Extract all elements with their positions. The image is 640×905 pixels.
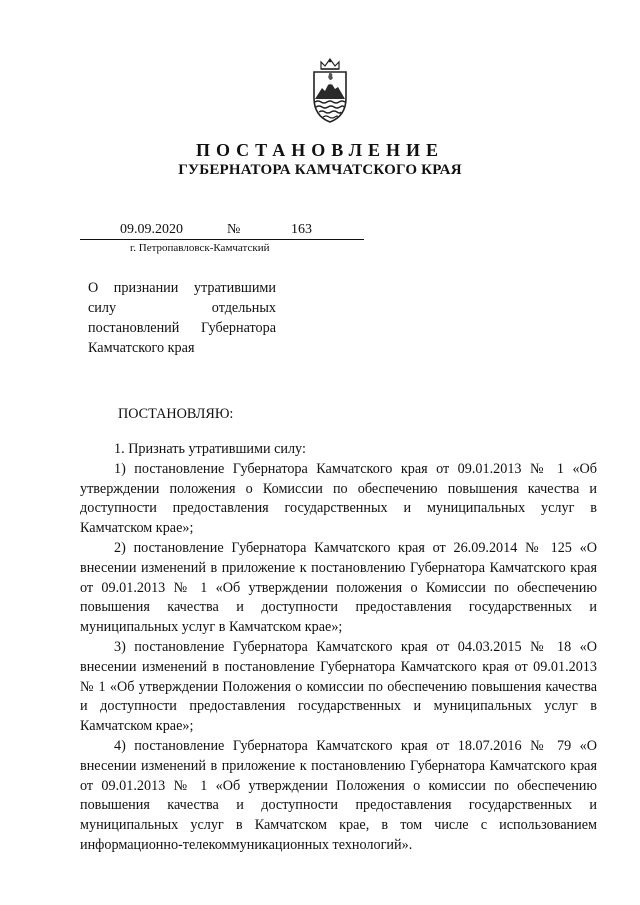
place-of-issue: г. Петропавловск-Камчатский bbox=[130, 242, 270, 254]
document-title: ПОСТАНОВЛЕНИЕ bbox=[195, 140, 445, 160]
paragraph-subitem-1: 1) постановление Губернатора Камчатского края от 09.01.2013 № 1 «Об утверждении положения о Комиссии по обеспечению повышения качества и доступности предоставления государственных и муниципальных услуг в Камчатском крае»; bbox=[80, 460, 597, 537]
document-body bbox=[80, 440, 597, 856]
kamchatka-coat-of-arms-icon bbox=[300, 58, 360, 124]
issuer-name: ГУБЕРНАТОРА КАМЧАТСКОГО КРАЯ bbox=[178, 162, 462, 178]
number-label: № bbox=[227, 222, 241, 237]
registration-line bbox=[80, 222, 364, 240]
paragraph-subitem-4: 4) постановление Губернатора Камчатского края от 18.07.2016 № 79 «О внесении изменений в приложение к постановлению Губернатора Камчатского края от 09.01.2013 № 1 «Об утверждении Положения о комиссии по обеспечению повышения качества и доступности предоставления государственных и муниципальных услуг в Камчатском крае, в том числе с использованием информационно-телекоммуникационных технологий». bbox=[80, 737, 597, 853]
decree-word: ПОСТАНОВЛЯЮ: bbox=[118, 406, 234, 422]
paragraph-subitem-2: 2) постановление Губернатора Камчатского края от 26.09.2014 № 125 «О внесении изменений в приложение к постановлению Губернатора Камчатского края от 09.01.2013 № 1 «Об утверждении положения о Комиссии по обеспечению повышения качества и доступности предоставления государственных и муниципальных услуг в Камчатском крае»; bbox=[80, 539, 597, 636]
document-subject: О признании утратившими силу отдельных постановлений Губернатора Камчатского края bbox=[88, 280, 276, 356]
document-date: 09.09.2020 bbox=[120, 222, 183, 237]
document-number: 163 bbox=[291, 222, 312, 237]
paragraph-item-1: 1. Признать утратившими силу: bbox=[114, 441, 306, 457]
paragraph-subitem-3: 3) постановление Губернатора Камчатского края от 04.03.2015 № 18 «О внесении изменений в постановление Губернатора Камчатского края от 09.01.2013 № 1 «Об утверждении Положения о комиссии по обеспечению повышения качества и доступности предоставления государственных и муниципальных услуг в Камчатском крае»; bbox=[80, 638, 597, 735]
